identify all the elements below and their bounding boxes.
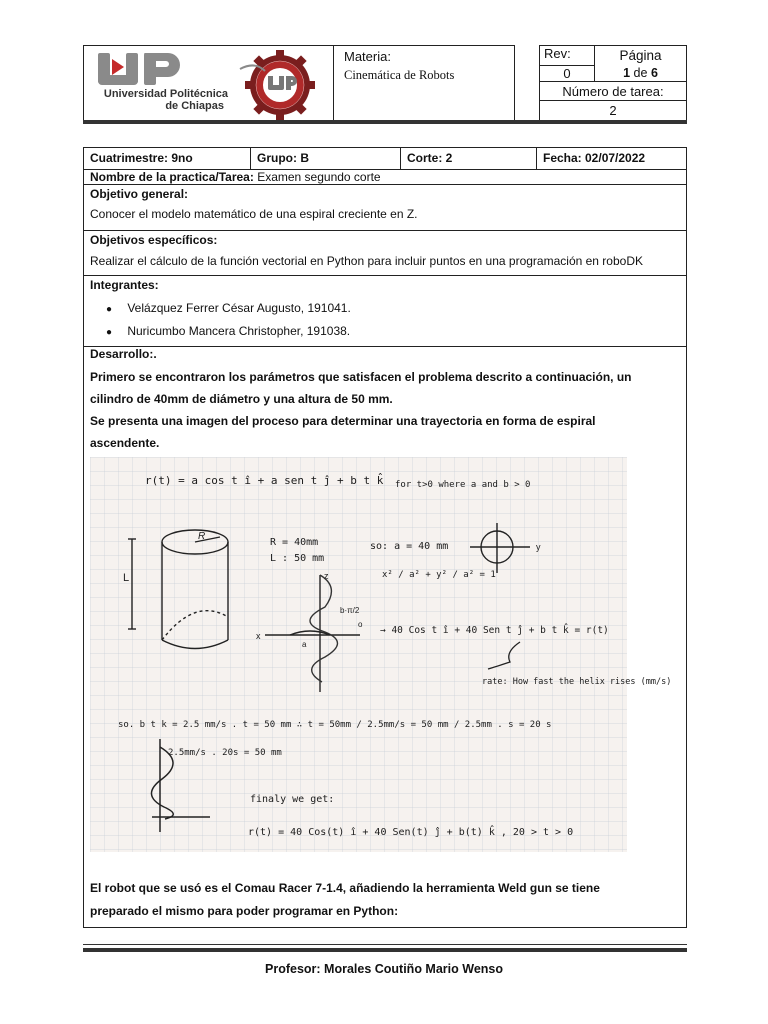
length-letter: L xyxy=(123,572,130,584)
rate-note: rate: How fast the helix rises (mm/s) xyxy=(482,677,672,687)
page-label: Página xyxy=(619,48,662,63)
member-item xyxy=(106,301,351,315)
development-paragraph-3: El robot que se usó es el Comau Racer 7-1.4, añadiendo la herramienta Weld gun se tiene xyxy=(90,881,600,895)
page-separator: de xyxy=(633,66,648,80)
helix-a-label: a xyxy=(302,640,307,649)
helix-o-label: o xyxy=(358,620,363,629)
vector-equation: r(t) = a cos t î + a sen t ĵ + b t k̂ xyxy=(145,474,384,487)
development-row xyxy=(84,347,686,929)
notes-drawing xyxy=(90,457,672,852)
check-calculation: 2.5mm/s . 20s = 50 mm xyxy=(168,748,282,758)
professor-name: Profesor: Morales Coutiño Mario Wenso xyxy=(265,962,503,976)
member-item xyxy=(106,324,350,338)
x-axis-letter: x xyxy=(256,631,261,641)
development-paragraph-1b: cilindro de 40mm de diámetro y una altura de 50 mm. xyxy=(90,392,393,406)
revision-cell xyxy=(539,45,687,121)
subject-value: Cinemática de Robots xyxy=(344,68,455,82)
footer-divider-thin xyxy=(83,944,687,945)
development-label: Desarrollo:. xyxy=(90,347,157,361)
page-total: 6 xyxy=(650,66,658,80)
z-axis-letter: z xyxy=(324,571,329,581)
revision-grid xyxy=(540,46,686,120)
general-objective-label: Objetivo general: xyxy=(90,187,189,201)
document-header xyxy=(83,45,687,121)
date-cell: Fecha: 02/07/2022 xyxy=(543,151,646,165)
info-row xyxy=(84,148,686,170)
development-paragraph-2: Se presenta una imagen del proceso para determinar una trayectoria en forma de espiral xyxy=(90,414,596,428)
final-equation: r(t) = 40 Cos(t) î + 40 Sen(t) ĵ + b(t) k̂ , 20 > t > 0 xyxy=(248,827,574,838)
final-label: finaly we get: xyxy=(250,794,335,805)
university-name-line2: de Chiapas xyxy=(165,100,224,112)
development-paragraph-3b: preparado el mismo para poder programar en Python: xyxy=(90,904,399,918)
radius-letter: R xyxy=(198,531,206,542)
handwritten-notes-image xyxy=(90,457,672,852)
member-name: Nuricumbo Mancera Christopher, 191038. xyxy=(127,324,351,338)
logo-cell xyxy=(83,45,334,121)
subject-label: Materia: xyxy=(344,49,391,64)
page-value xyxy=(595,66,686,82)
ellipse-equation: x² / a² + y² / a² = 1 xyxy=(382,570,496,580)
development-paragraph-1: Primero se encontraron los parámetros que satisfacen el problema descrito a continuación, un xyxy=(90,370,632,384)
task-number-label: Número de tarea: xyxy=(540,82,686,101)
condition-text: for t>0 where a and b > 0 xyxy=(395,480,531,490)
members-row xyxy=(84,276,686,347)
position-vector: → 40 Cos t î + 40 Sen t ĵ + b t k̂ = r(t) xyxy=(380,625,609,636)
group-cell: Grupo: B xyxy=(251,148,401,170)
y-axis-letter: y xyxy=(536,542,541,552)
university-name-line1: Universidad Politécnica xyxy=(103,88,228,100)
member-name: Velázquez Ferrer César Augusto, 191041. xyxy=(127,301,351,315)
task-name-label: Nombre de la practica/Tarea: xyxy=(90,170,254,184)
cut-cell: Corte: 2 xyxy=(401,148,537,170)
page-current: 1 xyxy=(623,66,631,80)
specific-objective-label: Objetivos específicos: xyxy=(90,233,218,247)
footer-divider xyxy=(83,948,687,952)
revision-label: Rev: xyxy=(540,46,595,66)
a-value: so: a = 40 mm xyxy=(370,541,449,552)
time-calculation: so. b t k = 2.5 mm/s . t = 50 mm ∴ t = 50mm / 2.5mm/s = 50 mm / 2.5mm . s = 20 s xyxy=(118,720,552,730)
bullet-icon: ● xyxy=(106,304,113,315)
general-objective-text: Conocer el modelo matemático de una espiral creciente en Z. xyxy=(90,207,418,221)
specific-objective-row xyxy=(84,231,686,276)
subject-cell xyxy=(334,45,515,121)
revision-value: 0 xyxy=(540,66,595,82)
bullet-icon: ● xyxy=(106,327,113,338)
term-cell: Cuatrimestre: 9no xyxy=(84,148,251,170)
length-value: L : 50 mm xyxy=(270,553,325,564)
task-name-row xyxy=(84,170,686,185)
specific-objective-text: Realizar el cálculo de la función vectorial en Python para incluir puntos en una programación en roboDK xyxy=(90,254,643,268)
university-name xyxy=(88,88,228,112)
report-table xyxy=(83,147,687,928)
helix-pi-label: b·π/2 xyxy=(340,606,360,615)
task-number-value: 2 xyxy=(609,103,617,118)
general-objective-row xyxy=(84,185,686,231)
members-label: Integrantes: xyxy=(90,278,159,292)
task-name-value: Examen segundo corte xyxy=(257,170,381,184)
development-paragraph-2b: ascendente. xyxy=(90,436,160,450)
header-divider xyxy=(83,120,687,124)
radius-value: R = 40mm xyxy=(270,537,319,548)
